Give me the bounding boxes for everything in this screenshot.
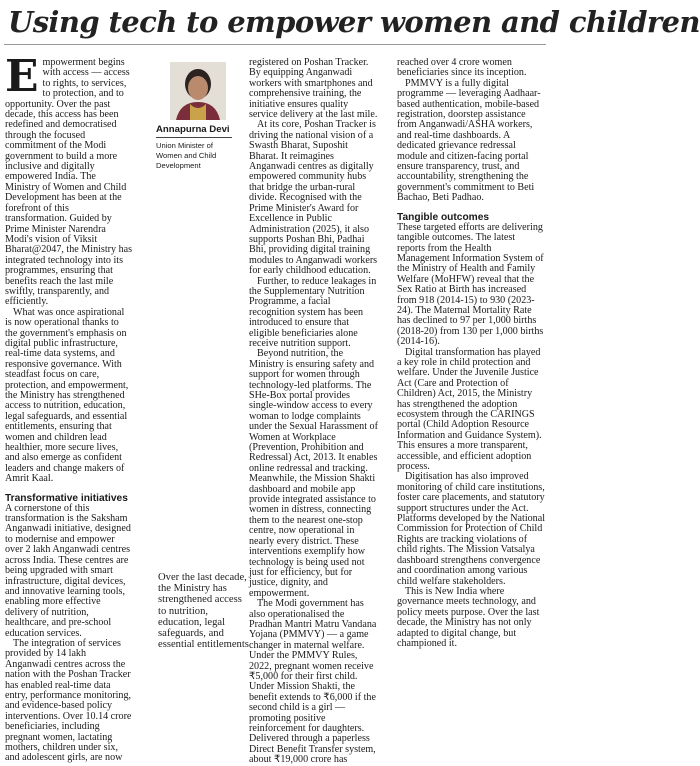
paragraph: What was once aspirational is now operational thanks to the government's emphasis on digital public infrastructure, real-time data systems, and responsive governance. With steadfast focus on care, protection, and empowerment, the Ministry has strengthened access to nutrition, education, legal safeguards, and essential entitlements, ensuring that women and children lead healthier, more secure lives, and also emerge as confident leaders and change makers of Amrit Kaal.: [5, 306, 129, 485]
paragraph: PMMVY is a fully digital programme — leveraging Aadhaar-based authentication, mobile-based registration, doorstep assistance from Anganwadi/ASHA workers, and real-time dashboards. A dedicated grievance redressal module and citizen-facing portal ensure transparency, trust, and accountability, strengthening the government's commitment to Beti Bachao, Beti Padhao.: [397, 77, 541, 204]
author-portrait-icon: [170, 62, 226, 120]
paragraph: These targeted efforts are delivering tangible outcomes. The latest reports from the Health Management Information System of the Ministry of Health and Family Welfare (MoHFW) reveal that the Sex Ratio at Birth has increased from 918 (2014-15) to 930 (2023-24). The Maternal Mortality Rate has declined to 97 per 1,000 births (2018-20) from 130 per 1,000 births (2014-16).: [397, 221, 544, 348]
paragraph: reached over 4 crore women beneficiaries since its inception.: [397, 57, 527, 79]
author-title-line: Development: [156, 161, 201, 170]
paragraph: The integration of services provided by 14 lakh Anganwadi centres across the nation with the Poshan Tracker has enabled real-time data entry, performance monitoring, and evidence-based policy interventions. Over 10.14 crore beneficiaries, including pregnant women, lactating mothers, children under six, and adolescent girls, are now: [5, 637, 132, 764]
author-title-line: Women and Child: [156, 151, 217, 160]
section-heading: Tangible outcomes: [397, 211, 490, 223]
author-title: [156, 141, 236, 171]
headline: Using tech to empower women and children: [8, 5, 700, 39]
paragraph: Beyond nutrition, the Ministry is ensuring safety and support for women through technology-led platforms. The SHe-Box portal provides single-window access to every woman to lodge complaints under the Sexual Harassment of Women at Workplace (Prevention, Prohibition and Redressal) Act, 2013. It enables online redressal and tracking. Meanwhile, the Mission Shakti dashboard and mobile app provide integrated assistance to women in distress, connecting them to the nearest one-stop centre, now operational in nearly every district. These interventions exemplify how technology is being used not just for efficiency, but for justice, dignity, and empowerment.: [249, 348, 378, 599]
headline-rule: [4, 44, 546, 45]
paragraph-text: mpowerment begins with access — access to rights, to services, to protection, and to opportunity. Over the past decade, this access has been redefined and democratised through the focused commitment of the Modi government to build a more inclusive and digitally empowered India. The Ministry of Women and Child Development has been at the forefront of this transformation. Guided by Prime Minister Narendra Modi's vision of Viksit Bharat@2047, the Ministry has integrated technology into its programmes, ensuring that benefits reach the last mile swiftly, transparently, and efficiently.: [5, 57, 133, 308]
paragraph: Digitisation has also improved monitoring of child care institutions, foster care placements, and statutory support structures under the Act. Platforms developed by the National Commission for Protection of Child Rights are tracking violations of child rights. The Mission Vatsalya dashboard strengthens convergence and coordination among various child welfare stakeholders.: [397, 471, 546, 587]
paragraph: This is New India where governance meets technology, and policy meets purpose. Over the last decade, the Ministry has not only adapted to digital change, but championed it.: [397, 585, 540, 649]
paragraph: registered on Poshan Tracker. By equipping Anganwadi workers with smartphones and comprehensive training, the initiative ensures quality service delivery at the last mile.: [249, 57, 378, 121]
paragraph: A cornerstone of this transformation is the Saksham Anganwadi initiative, designed to modernise and empower over 2 lakh Anganwadi centres across India. These centres are being upgraded with smart infrastructure, digital devices, and innovative learning tools, enabling more effective delivery of nutrition, healthcare, and pre-school education services.: [5, 502, 131, 639]
paragraph: The Modi government has also operationalised the Pradhan Mantri Matru Vandana Yojana (PMMVY) — a game changer in maternal welfare. Under the PMMVY Rules, 2022, pregnant women receive ₹5,000 for their first child. Under Mission Shakti, the benefit extends to ₹6,000 if the second child is a girl — promoting positive reinforcement for daughters. Delivered through a paperless Direct Benefit Transfer system, about ₹19,000 crore has: [249, 598, 377, 766]
author-box: [156, 62, 246, 171]
column-4: [397, 58, 545, 703]
author-title-line: Union Minister of: [156, 141, 213, 150]
paragraph: Further, to reduce leakages in the Supplementary Nutrition Programme, a facial recognition system has been introduced to ensure that eligible beneficiaries alone receive nutrition support.: [249, 275, 377, 349]
author-photo: [170, 62, 226, 120]
column-3: [249, 57, 379, 766]
drop-cap: E: [5, 51, 39, 102]
paragraph: [5, 51, 133, 308]
paragraph: At its core, Poshan Tracker is driving the national vision of a Swasth Bharat, Suposhit Bharat. It reimagines Anganwadi centres as digitally empowered community hubs that bridge the urban-rural divide. Recognised with the Prime Minister's Award for Excellence in Public Administration (2025), it also supports Poshan Bhi, Padhai Bhi, providing digital training modules to Anganwadi workers for early childhood education.: [249, 119, 378, 277]
column-1: [5, 51, 133, 764]
author-name: Annapurna Devi: [156, 124, 232, 138]
pull-quote: Over the last decade, the Ministry has strengthened access to nutrition, education, legal safeguards, and essential entitlements: [158, 572, 249, 651]
paragraph: Digital transformation has played a key role in child protection and welfare. Under the Juvenile Justice Act (Care and Protection of Children) Act, 2015, the Ministry has strengthened the adoption ecosystem through the CARINGS portal (Child Adoption Resource Information and Guidance System). This ensures a more transparent, accessible, and efficient adoption process.: [397, 346, 542, 473]
section-heading: Transformative initiatives: [5, 492, 128, 504]
